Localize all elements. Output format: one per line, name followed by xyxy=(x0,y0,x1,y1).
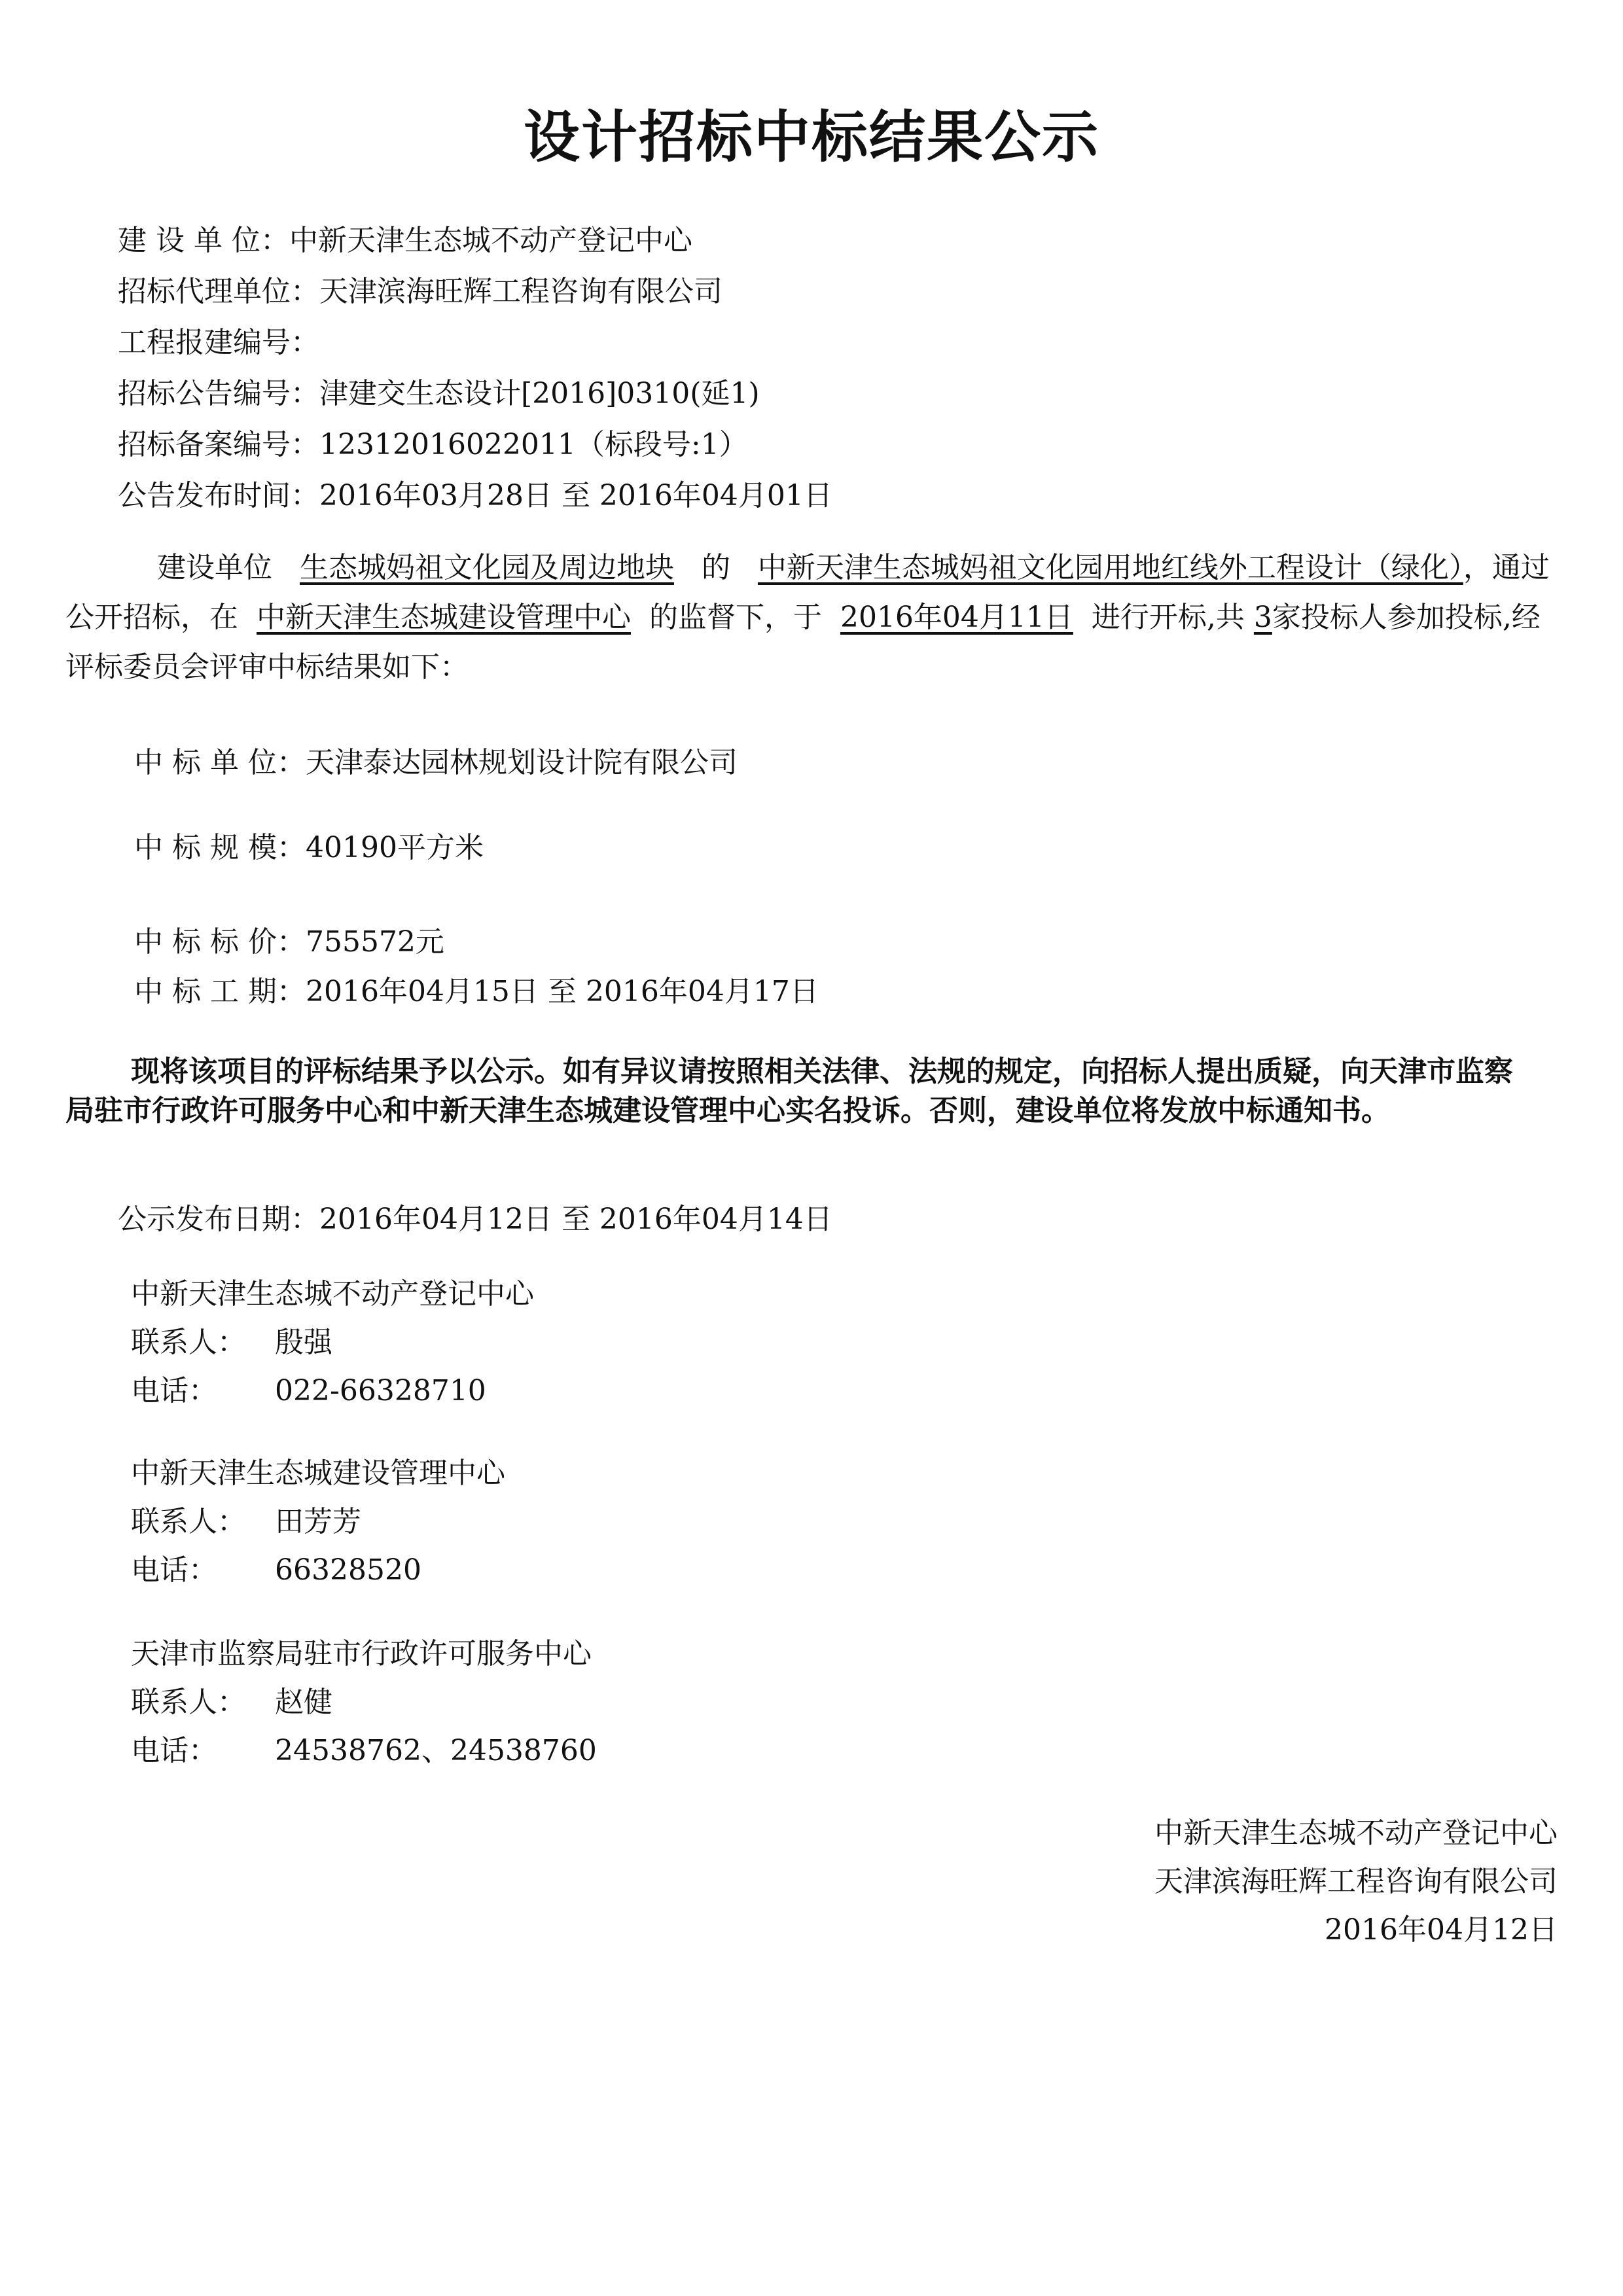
field-value: 12312016022011（标段号:1） xyxy=(319,428,748,461)
project-name: 中新天津生态城妈祖文化园用地红线外工程设计（绿化） xyxy=(757,551,1463,584)
intro-text: 进行开标,共 xyxy=(1091,601,1245,634)
contact-phone-row xyxy=(131,1733,597,1781)
intro-text: 的监督下，于 xyxy=(649,601,822,634)
contact-person: 殷强 xyxy=(275,1326,332,1359)
contact-phone-label: 电话： xyxy=(131,1553,217,1587)
contact-phone-label: 电话： xyxy=(131,1374,217,1407)
field-announcement-number xyxy=(118,376,760,412)
contact-phone: 022-66328710 xyxy=(275,1374,486,1407)
supervisor-name: 中新天津生态城建设管理中心 xyxy=(256,601,631,634)
result-scale xyxy=(134,830,484,866)
contact-org: 天津市监察局驻市行政许可服务中心 xyxy=(131,1637,592,1670)
field-value: 2016年03月28日 至 2016年04月01日 xyxy=(319,479,832,512)
result-period xyxy=(134,974,819,1010)
contact-person-row xyxy=(131,1504,505,1552)
contact-block-1 xyxy=(131,1276,534,1421)
intro-text: 的 xyxy=(701,551,730,584)
contact-org: 中新天津生态城不动产登记中心 xyxy=(131,1277,534,1311)
result-label: 中 标 工 期： xyxy=(134,975,306,1008)
contact-person-row xyxy=(131,1324,534,1373)
signature-org-2: 天津滨海旺辉工程咨询有限公司 xyxy=(1154,1865,1558,1898)
result-value: 2016年04月15日 至 2016年04月17日 xyxy=(305,975,819,1008)
field-label: 建 设 单 位： xyxy=(118,224,289,257)
field-filing-number xyxy=(118,427,748,463)
field-value: 津建交生态设计[2016]0310(延1) xyxy=(319,377,760,410)
intro-text: ，通过公开招标，在 xyxy=(65,551,1550,634)
field-value: 中新天津生态城不动产登记中心 xyxy=(289,224,692,257)
publicity-value: 2016年04月12日 至 2016年04月14日 xyxy=(319,1203,832,1236)
contact-phone: 66328520 xyxy=(275,1553,421,1587)
contact-person-row xyxy=(131,1684,597,1733)
contact-person-label: 联系人： xyxy=(131,1686,246,1719)
field-builder xyxy=(118,222,692,259)
opening-date: 2016年04月11日 xyxy=(840,601,1073,634)
contact-person-label: 联系人： xyxy=(131,1326,246,1359)
result-label: 中 标 规 模： xyxy=(134,831,306,864)
contact-block-2 xyxy=(131,1455,505,1600)
field-label: 公告发布时间： xyxy=(118,479,319,512)
field-label: 招标备案编号： xyxy=(118,428,319,461)
notice-paragraph: 现将该项目的评标结果予以公示。如有异议请按照相关法律、法规的规定，向招标人提出质疑，向天津市监察局驻市行政许可服务中心和中新天津生态城建设管理中心实名投诉。否则，建设单位将发放中标通知书。 xyxy=(65,1055,1513,1127)
intro-text: 家投标人参加投标,经评标委员会评审中标结果如下： xyxy=(65,601,1541,684)
contact-person-label: 联系人： xyxy=(131,1505,246,1538)
signature-org-1: 中新天津生态城不动产登记中心 xyxy=(1154,1816,1558,1850)
contact-phone-row xyxy=(131,1373,534,1421)
result-price xyxy=(134,924,444,961)
field-value: 天津滨海旺辉工程咨询有限公司 xyxy=(319,275,722,308)
intro-text: 建设单位 xyxy=(157,551,272,584)
result-label: 中 标 标 价： xyxy=(134,925,306,959)
signature-block xyxy=(1154,1809,1558,1954)
result-value: 天津泰达园林规划设计院有限公司 xyxy=(305,746,738,779)
bidder-count: 3 xyxy=(1253,601,1272,634)
result-value: 755572元 xyxy=(305,925,444,959)
contact-phone-row xyxy=(131,1552,505,1600)
intro-paragraph xyxy=(65,543,1558,692)
field-announcement-time xyxy=(118,478,832,514)
contact-phone: 24538762、24538760 xyxy=(275,1734,597,1767)
result-value: 40190平方米 xyxy=(305,831,484,864)
field-label: 招标公告编号： xyxy=(118,377,319,410)
signature-date: 2016年04月12日 xyxy=(1325,1913,1558,1947)
field-label: 招标代理单位： xyxy=(118,275,319,308)
field-project-number xyxy=(118,325,319,361)
document-title: 设计招标中标结果公示 xyxy=(524,105,1099,170)
contact-person: 赵健 xyxy=(275,1686,332,1719)
field-agent xyxy=(118,274,722,310)
result-label: 中 标 单 位： xyxy=(134,746,306,779)
contact-block-3 xyxy=(131,1636,597,1781)
owner-name: 生态城妈祖文化园及周边地块 xyxy=(299,551,674,584)
contact-org: 中新天津生态城建设管理中心 xyxy=(131,1457,505,1490)
contact-phone-label: 电话： xyxy=(131,1734,217,1767)
contact-person: 田芳芳 xyxy=(275,1505,361,1538)
publicity-date xyxy=(118,1201,832,1238)
field-label: 工程报建编号： xyxy=(118,326,319,359)
result-winner xyxy=(134,745,738,781)
publicity-label: 公示发布日期： xyxy=(118,1203,319,1236)
